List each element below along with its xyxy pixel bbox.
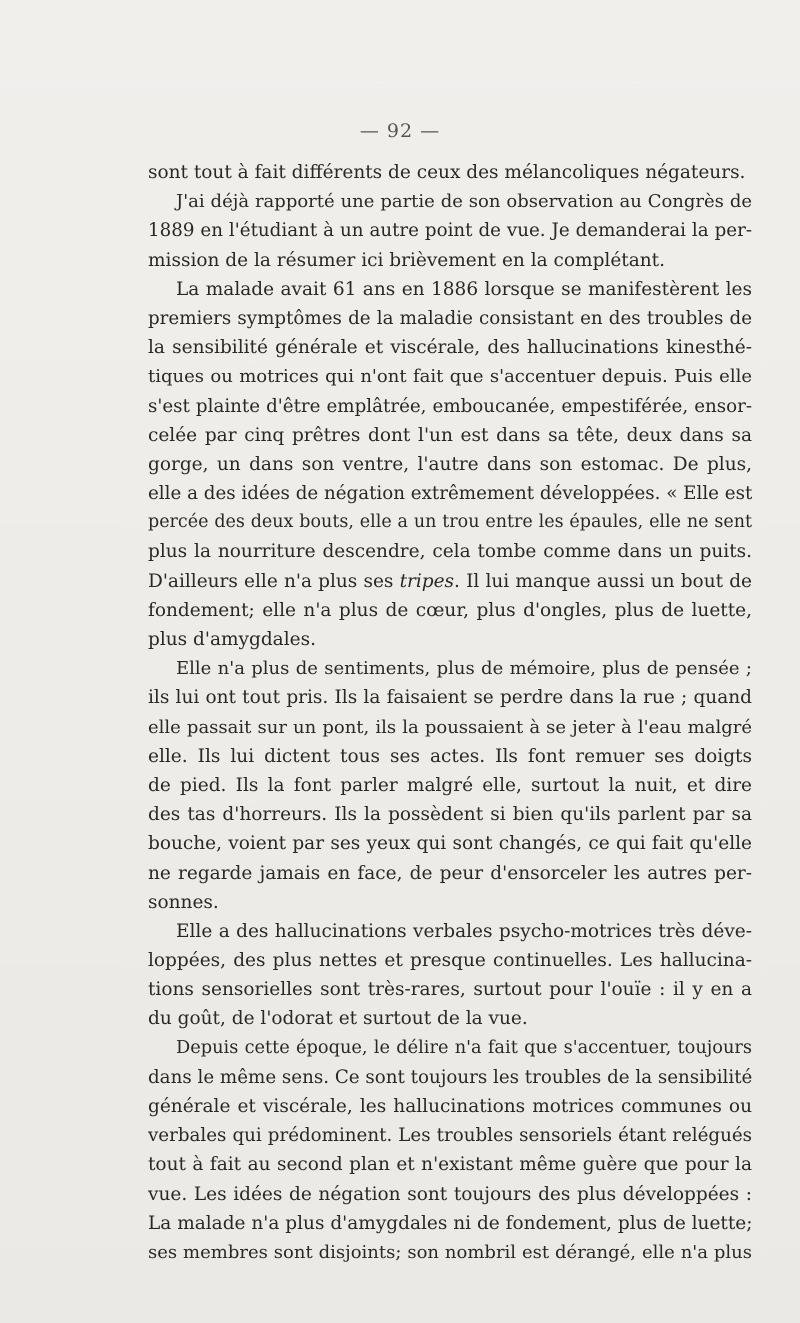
text-line: La malade n'a plus d'amygdales ni de fondement, plus de luette; xyxy=(148,1212,752,1234)
text-line: mission de la résumer ici brièvement en la complétant. xyxy=(148,249,665,271)
text-line: plus la nourriture descendre, cela tombe comme dans un puits. xyxy=(148,541,752,563)
text-line: percée des deux bouts, elle a un trou entre les épaules, elle ne sent xyxy=(148,512,752,533)
text-line: J'ai déjà rapporté une partie de son observation au Congrès de xyxy=(176,191,752,213)
text-line: générale et viscérale, les hallucinations motrices communes ou xyxy=(148,1096,752,1117)
text-line: des tas d'horreurs. Ils la possèdent si bien qu'ils parlent par sa xyxy=(148,804,752,826)
text-line: ils lui ont tout pris. Ils la faisaient se perdre dans la rue ; quand xyxy=(148,687,752,709)
text-line: elle. Ils lui dictent tous ses actes. Ils font remuer ses doigts xyxy=(148,745,752,767)
italic-word: tripes xyxy=(399,570,455,592)
text-line: elle a des idées de négation extrêmement développées. « Elle est xyxy=(148,483,752,505)
page-number: — 92 — xyxy=(359,120,441,142)
body-text xyxy=(148,158,752,1267)
text-line: ses membres sont disjoints; son nombril est dérangé, elle n'a plus xyxy=(148,1241,752,1263)
text-line: de pied. Ils la font parler malgré elle, surtout la nuit, et dire xyxy=(148,774,752,796)
text-line: verbales qui prédominent. Les troubles sensoriels étant relégués xyxy=(148,1125,752,1147)
text-line: fondement; elle n'a plus de cœur, plus d'ongles, plus de luette, xyxy=(148,599,752,621)
text-line: du goût, de l'odorat et surtout de la vue. xyxy=(148,1008,528,1030)
text-line: elle passait sur un pont, ils la poussaient à se jeter à l'eau malgré xyxy=(148,716,752,738)
text-line: tions sensorielles sont très-rares, surtout pour l'ouïe : il y en a xyxy=(148,979,752,1001)
text-line: loppées, des plus nettes et presque continuelles. Les hallucina- xyxy=(148,950,752,972)
text-line: Elle n'a plus de sentiments, plus de mémoire, plus de pensée ; xyxy=(176,658,752,680)
text-line: s'est plainte d'être emplâtrée, emboucanée, empestiférée, ensor- xyxy=(148,395,752,417)
text-line: vue. Les idées de négation sont toujours des plus développées : xyxy=(148,1183,752,1205)
text-line: la sensibilité générale et viscérale, des hallucinations kinesthé- xyxy=(148,337,752,359)
text-line: 1889 en l'étudiant à un autre point de vue. Je demanderai la per- xyxy=(148,220,752,242)
text-segment: . Il lui manque aussi un bout de xyxy=(454,570,752,592)
text-line: premiers symptômes de la maladie consistant en des troubles de xyxy=(148,307,752,329)
text-line: dans le même sens. Ce sont toujours les troubles de la sensibilité xyxy=(148,1066,752,1088)
text-line: bouche, voient par ses yeux qui sont changés, ce qui fait qu'elle xyxy=(148,833,752,855)
text-line: Elle a des hallucinations verbales psycho-motrices très déve- xyxy=(176,920,752,942)
text-line: La malade avait 61 ans en 1886 lorsque se manifestèrent les xyxy=(176,278,752,300)
text-segment: D'ailleurs elle n'a plus ses xyxy=(148,570,400,592)
text-line: gorge, un dans son ventre, l'autre dans son estomac. De plus, xyxy=(148,453,752,475)
text-line: sonnes. xyxy=(148,891,219,913)
text-line: tiques ou motrices qui n'ont fait que s'accentuer depuis. Puis elle xyxy=(148,366,752,388)
text-line: ne regarde jamais en face, de peur d'ensorceler les autres per- xyxy=(148,862,752,884)
text-line: celée par cinq prêtres dont l'un est dans sa tête, deux dans sa xyxy=(148,424,752,446)
text-line: sont tout à fait différents de ceux des mélancoliques négateurs. xyxy=(148,162,746,183)
text-line: plus d'amygdales. xyxy=(148,629,316,650)
text-line: Depuis cette époque, le délire n'a fait que s'accentuer, toujours xyxy=(176,1037,752,1058)
text-line xyxy=(148,567,752,596)
text-line: tout à fait au second plan et n'existant même guère que pour la xyxy=(148,1154,752,1176)
